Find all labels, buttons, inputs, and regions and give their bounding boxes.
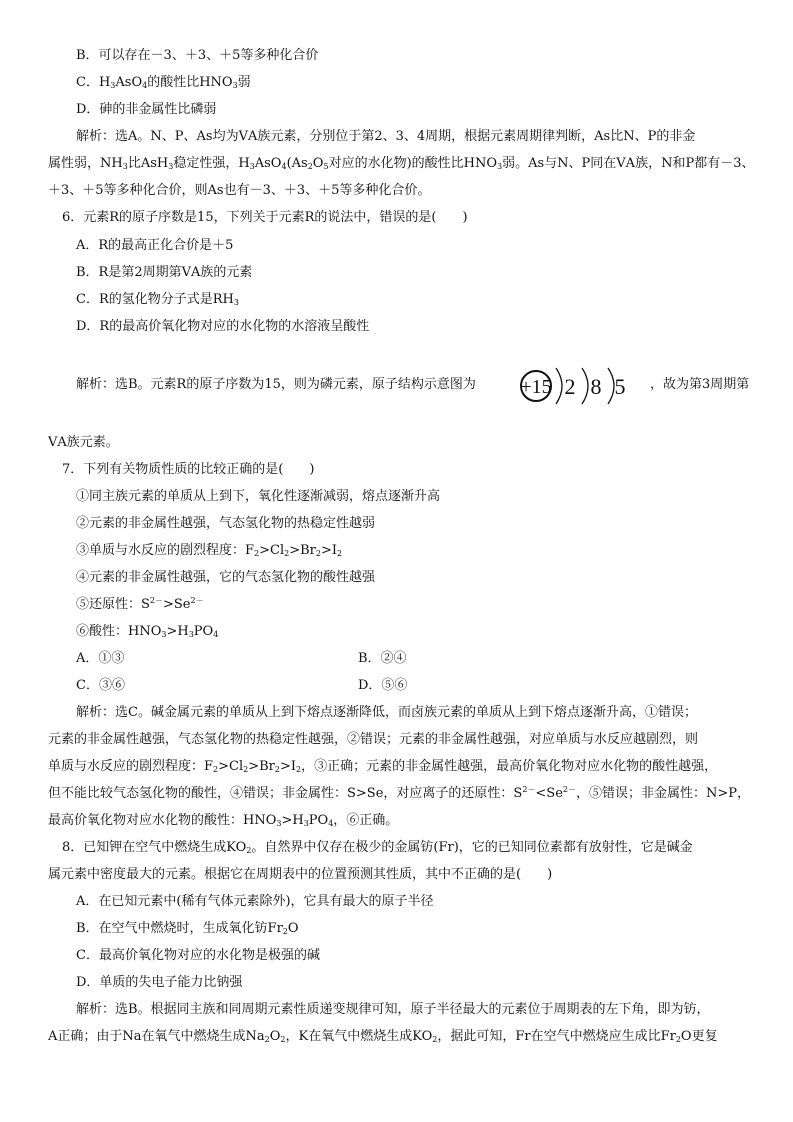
q7-explanation-line-1: 解析：选C。碱金属元素的单质从上到下熔点逐渐降低，而卤族元素的单质从上到下熔点逐渐升高，①错误； [76,705,697,720]
q8-explanation-line-2: A正确；由于Na在氧气中燃烧生成$Na_2O_2$，K在氧气中燃烧生成$KO_2$，据此可知，Fr在空气中燃烧应生成比$Fr_2O$更复 [48,1029,718,1044]
q6-option-a: A．R的最高正化合价是＋5 [76,238,234,253]
q7-option-b: B．②④ [358,651,407,666]
q6-option-d: D．R的最高价氧化物对应的水化物的水溶液呈酸性 [76,319,370,334]
q8-option-a: A．在已知元素中(稀有气体元素除外)，它具有最大的原子半径 [76,894,434,909]
q7-statement-1: ①同主族元素的单质从上到下，氧化性逐渐减弱，熔点逐渐升高 [76,489,441,504]
q5-option-c: C．$H_3AsO_4$的酸性比$HNO_3$弱 [76,75,251,90]
shell-electrons-2: 8 [590,374,602,399]
q6-explanation-line-2: ⅤA族元素。 [48,435,119,450]
q5-explanation-line-2: 属性弱，$NH_3$比AsH$_3$稳定性强，$H_3AsO_4(As_2O_5$对应的水化物)的酸性比$HNO_3$弱。As与N、P同在ⅤA族，N和P都有－3、 [48,156,755,171]
q8-option-c: C．最高价氧化物对应的水化物是极强的碱 [76,948,320,963]
q7-option-a: A．①③ [76,651,125,666]
q6-option-b: B．R是第2周期第ⅤA族的元素 [76,265,253,280]
q7-explanation-line-4: 但不能比较气态氢化物的酸性，④错误；非金属性：S>Se，对应离子的还原性：$S^{2-}<Se^{2-}$，⑤错误；非金属性：N>P， [48,785,751,801]
q7-stem: 7．下列有关物质性质的比较正确的是( ) [62,462,315,477]
q8-stem-line-1: 8．已知钾在空气中燃烧生成$KO_2$。自然界中仅存在极少的金属钫(Fr)，它的已知同位素都有放射性，它是碱金 [62,840,693,855]
q8-stem-line-2: 属元素中密度最大的元素。根据它在周期表中的位置预测其性质，其中不正确的是( ) [48,867,553,882]
q7-statement-3: ③单质与水反应的剧烈程度：$F_2>Cl_2>Br_2>I_2$ [76,543,343,558]
q7-statement-6: ⑥酸性：$HNO_3>H_3PO_4$ [76,624,219,639]
phosphorus-atom-diagram [518,360,638,412]
shell-arc-1 [556,368,562,404]
q8-explanation-line-1: 解析：选B。根据同主族和同周期元素性质递变规律可知，原子半径最大的元素位于周期表的左下角，即为钫， [76,1002,710,1017]
q6-explanation-line-1b: ，故为第3周期第 [650,377,750,392]
q7-explanation-line-5: 最高价氧化物对应水化物的酸性：$HNO_3>H_3PO_4$，⑥正确。 [48,813,399,828]
q6-stem: 6．元素R的原子序数是15，下列关于元素R的说法中，错误的是( ) [62,210,468,225]
shell-electrons-3: 5 [614,374,626,399]
shell-arc-3 [608,368,614,404]
q6-option-c: C．R的氢化物分子式是$RH_3$ [76,292,239,307]
q7-statement-2: ②元素的非金属性越强，气态氢化物的热稳定性越弱 [76,516,376,531]
q7-explanation-line-2: 元素的非金属性越强，气态氢化物的热稳定性越强，②错误；元素的非金属性越强，对应单质与水反应越剧烈，则 [48,732,699,747]
q7-option-d: D．⑤⑥ [358,678,408,693]
q5-explanation-line-3: ＋3、＋5等多种化合价，则As也有－3、＋3、＋5等多种化合价。 [48,183,431,198]
shell-arc-2 [582,368,588,404]
q8-option-d: D．单质的失电子能力比钠强 [76,975,243,990]
q8-option-b: B．在空气中燃烧时，生成氧化钫$Fr_2O$ [76,921,299,936]
q7-statement-4: ④元素的非金属性越强，它的气态氢化物的酸性越强 [76,570,376,585]
shell-electrons-1: 2 [564,374,576,399]
q5-option-b: B．可以存在－3、＋3、＋5等多种化合价 [76,48,319,63]
q7-explanation-line-3: 单质与水反应的剧烈程度：$F_2>Cl_2>Br_2>I_2$，③正确；元素的非金属性越强，最高价氧化物对应水化物的酸性越强， [48,759,718,774]
q5-option-d: D．砷的非金属性比磷弱 [76,102,217,117]
nucleus-charge: +15 [520,376,552,398]
q7-statement-5: ⑤还原性：$S^{2-}>Se^{2-}$ [76,596,204,612]
q6-explanation-line-1a: 解析：选B。元素R的原子序数为15，则为磷元素，原子结构示意图为 [76,377,476,392]
q7-option-c: C．③⑥ [76,678,125,693]
q5-explanation-line-1: 解析：选A。N、P、As均为ⅤA族元素，分别位于第2、3、4周期，根据元素周期律判断，As比N、P的非金 [76,129,696,144]
